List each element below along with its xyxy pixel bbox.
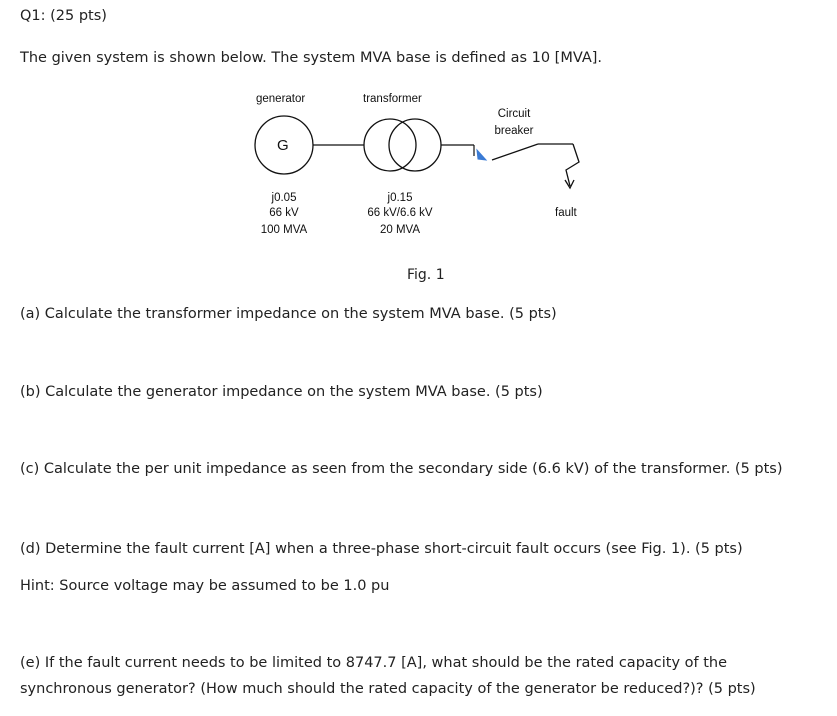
label-generator: generator: [256, 93, 306, 105]
transformer-secondary-winding: [389, 119, 441, 171]
figure-caption: Fig. 1: [407, 267, 445, 283]
question-intro: The given system is shown below. The system MVA base is defined as 10 [MVA].: [20, 50, 603, 66]
part-c: (c) Calculate the per unit impedance as seen from the secondary side (6.6 kV) of the transformer. (5 pts): [20, 461, 783, 477]
generator-voltage: 66 kV: [269, 207, 299, 219]
question-header: Q1: (25 pts): [20, 8, 107, 24]
transformer-rating: 20 MVA: [379, 224, 421, 236]
breaker-blade: [492, 144, 538, 160]
label-breaker-line2: breaker: [494, 125, 534, 137]
label-breaker-line1: Circuit: [497, 108, 531, 120]
label-transformer: transformer: [363, 93, 422, 105]
transformer-voltage: 66 kV/6.6 kV: [367, 207, 433, 219]
part-e-line1: (e) If the fault current needs to be limited to 8747.7 [A], what should be the rated capacity of the: [20, 655, 728, 671]
transformer-primary-winding: [364, 119, 416, 171]
generator-letter: G: [277, 137, 289, 154]
part-a: (a) Calculate the transformer impedance on the system MVA base. (5 pts): [20, 306, 557, 322]
part-d-hint: Hint: Source voltage may be assumed to be 1.0 pu: [20, 578, 390, 594]
part-e-line2: synchronous generator? (How much should the rated capacity of the generator be reduced?)? (5 pts): [20, 681, 756, 697]
part-b: (b) Calculate the generator impedance on the system MVA base. (5 pts): [20, 384, 543, 400]
transformer-reactance: j0.15: [387, 192, 413, 204]
label-fault: fault: [555, 207, 577, 219]
generator-rating: 100 MVA: [260, 224, 308, 236]
breaker-arrow-icon: [477, 150, 486, 160]
part-d: (d) Determine the fault current [A] when a three-phase short-circuit fault occurs (see Fig. 1). (5 pts): [20, 541, 743, 557]
fault-symbol-icon: [566, 144, 579, 186]
generator-reactance: j0.05: [271, 192, 297, 204]
